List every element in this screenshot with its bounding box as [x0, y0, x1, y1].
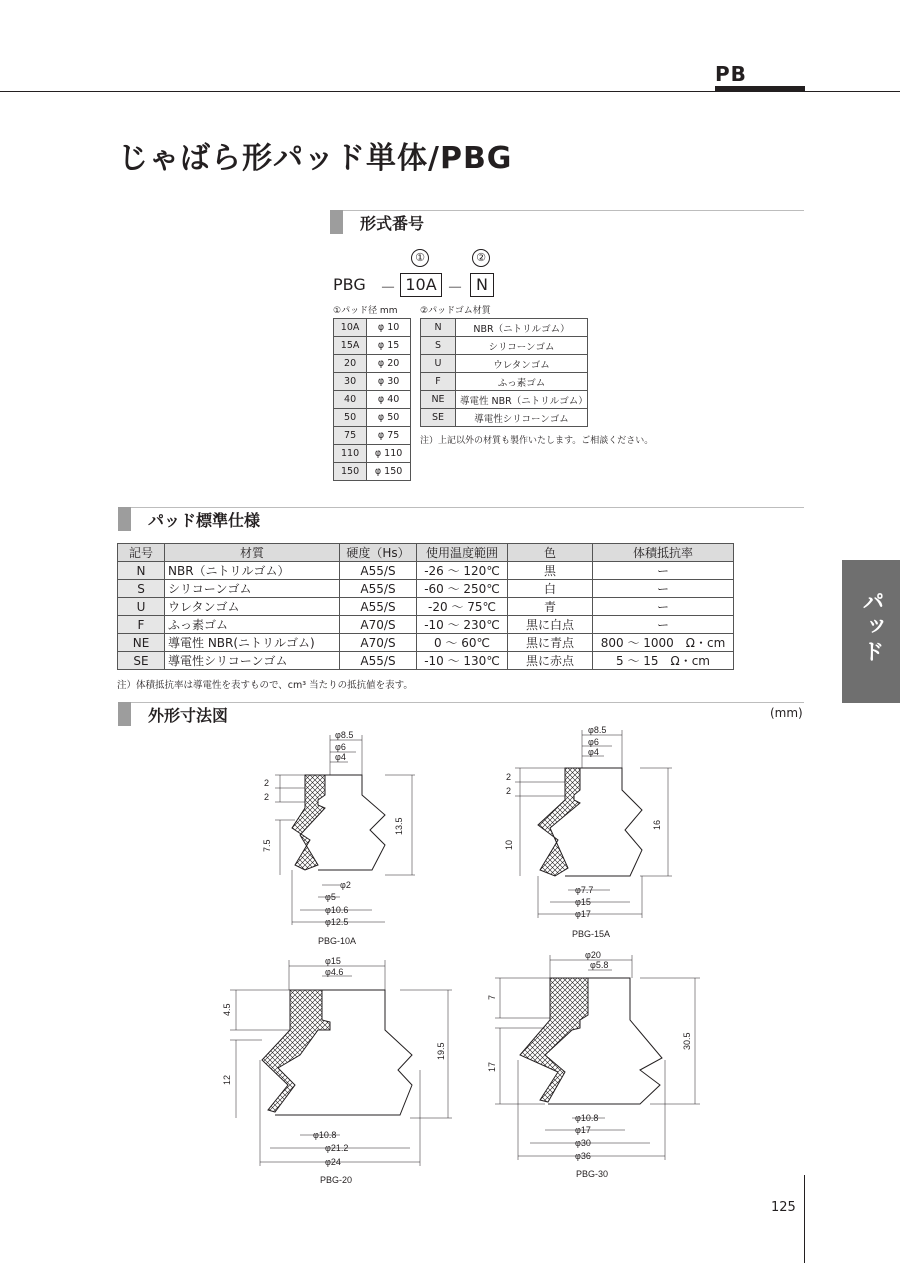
drawing-name: PBG-15A [572, 929, 611, 939]
material-code: SE [421, 409, 456, 427]
table-cell: -20 ～ 75℃ [417, 598, 508, 616]
material-code: S [421, 337, 456, 355]
diameter-value: φ 15 [367, 337, 411, 355]
dim-label: 30.5 [682, 1032, 692, 1050]
table-cell: N [118, 562, 165, 580]
section-label: PB [715, 62, 747, 86]
diameter-value: φ 110 [367, 445, 411, 463]
table-cell: A55/S [340, 562, 417, 580]
diameter-caption: ①パッド径 mm [333, 306, 398, 316]
table-cell: 0 ～ 60℃ [417, 634, 508, 652]
dim-label: φ4 [588, 747, 599, 757]
diameter-value: φ 50 [367, 409, 411, 427]
table-cell: ー [593, 598, 734, 616]
dim-label: φ6 [335, 742, 346, 752]
diameter-value: φ 150 [367, 463, 411, 481]
diameter-value: φ 40 [367, 391, 411, 409]
page-number: 125 [771, 1200, 796, 1215]
dim-label: φ10.8 [575, 1113, 599, 1123]
table-cell: NBR（ニトリルゴム） [165, 562, 340, 580]
model-dash-2: － [447, 278, 464, 297]
drawing-pbg-30 [495, 955, 700, 1160]
circle-number-2: ② [472, 249, 490, 267]
page-title: じゃばら形パッド単体/PBG [118, 141, 513, 176]
diameter-code: 50 [334, 409, 367, 427]
diameter-code: 75 [334, 427, 367, 445]
dim-label: φ10.6 [325, 905, 349, 915]
diameter-value: φ 30 [367, 373, 411, 391]
model-number-heading-text: 形式番号 [360, 214, 425, 233]
dim-label: φ8.5 [588, 725, 607, 735]
dim-label: 7 [487, 994, 497, 1000]
dim-label: 2 [506, 772, 512, 782]
dim-label: φ5.8 [590, 960, 609, 970]
model-box-material: N [470, 273, 494, 297]
pbg-15a-labels [504, 725, 662, 939]
page-number-rule [804, 1175, 805, 1263]
table-cell: S [118, 580, 165, 598]
table-cell: F [118, 616, 165, 634]
table-cell: -60 ～ 250℃ [417, 580, 508, 598]
table-cell: 黒に青点 [508, 634, 593, 652]
diameter-code: 150 [334, 463, 367, 481]
dim-label: φ15 [325, 956, 341, 966]
drawing-heading-text: 外形寸法図 [148, 706, 229, 725]
dim-label: φ15 [575, 897, 591, 907]
side-index-tab[interactable] [842, 560, 900, 703]
table-cell: ー [593, 580, 734, 598]
dim-label: φ4 [335, 752, 346, 762]
dim-label: 16 [652, 819, 662, 830]
table-cell: 5 ～ 15 Ω・cm [593, 652, 734, 670]
table-cell: NE [118, 634, 165, 652]
table-cell: 導電性 NBR(ニトリルゴム) [165, 634, 340, 652]
diameter-code: 30 [334, 373, 367, 391]
table-cell: シリコーンゴム [165, 580, 340, 598]
dim-label: φ24 [325, 1157, 341, 1167]
model-dash-1: － [380, 278, 397, 297]
material-value: ウレタンゴム [456, 355, 588, 373]
column-header: 硬度（Hs） [340, 544, 417, 562]
table-cell: SE [118, 652, 165, 670]
drawing-name: PBG-10A [318, 936, 357, 946]
column-header: 色 [508, 544, 593, 562]
column-header: 体積抵抗率 [593, 544, 734, 562]
spec-note: 注）体積抵抗率は導電性を表すもので、cm³ 当たりの抵抗値を表す。 [117, 680, 413, 691]
diameter-code: 110 [334, 445, 367, 463]
dim-label: φ30 [575, 1138, 591, 1148]
diameter-value: φ 10 [367, 319, 411, 337]
table-cell: A70/S [340, 634, 417, 652]
material-code: U [421, 355, 456, 373]
drawing-pbg-20 [230, 960, 452, 1166]
model-box-diameter: 10A [400, 273, 442, 297]
table-cell: 800 ～ 1000 Ω・cm [593, 634, 734, 652]
column-header: 材質 [165, 544, 340, 562]
material-caption: ②パッドゴム材質 [420, 306, 491, 316]
material-code: NE [421, 391, 456, 409]
material-code: F [421, 373, 456, 391]
pbg-10a-labels [262, 730, 404, 946]
diameter-code: 15A [334, 337, 367, 355]
material-value: 導電性シリコーンゴム [456, 409, 588, 427]
dim-label: φ12.5 [325, 917, 349, 927]
dim-label: φ2 [340, 880, 351, 890]
column-header: 使用温度範囲 [417, 544, 508, 562]
drawing-name: PBG-30 [576, 1169, 609, 1179]
material-value: 導電性 NBR（ニトリルゴム） [456, 391, 588, 409]
table-cell: 黒に赤点 [508, 652, 593, 670]
column-header: 記号 [118, 544, 165, 562]
table-cell: ー [593, 562, 734, 580]
table-cell: 青 [508, 598, 593, 616]
dim-label: φ10.8 [313, 1130, 337, 1140]
unit-label: (mm) [770, 706, 803, 720]
diameter-value: φ 75 [367, 427, 411, 445]
dim-label: 13.5 [394, 817, 404, 835]
dim-label: φ7.7 [575, 885, 594, 895]
dim-label: 12 [222, 1074, 232, 1085]
drawing-pbg-15a [515, 730, 672, 918]
table-cell: U [118, 598, 165, 616]
table-cell: ウレタンゴム [165, 598, 340, 616]
dim-label: φ21.2 [325, 1143, 349, 1153]
spec-heading-text: パッド標準仕様 [148, 511, 261, 530]
dim-label: φ6 [588, 737, 599, 747]
material-note: 注）上記以外の材質も製作いたします。ご相談ください。 [420, 436, 654, 446]
dim-label: φ17 [575, 1125, 591, 1135]
dim-label: φ20 [585, 950, 601, 960]
table-cell: A55/S [340, 652, 417, 670]
dim-label: φ8.5 [335, 730, 354, 740]
table-cell: 黒 [508, 562, 593, 580]
side-tab-label: パッド [859, 590, 884, 665]
table-cell: -10 ～ 230℃ [417, 616, 508, 634]
table-cell: A55/S [340, 580, 417, 598]
material-code: N [421, 319, 456, 337]
diameter-code: 10A [334, 319, 367, 337]
material-value: ふっ素ゴム [456, 373, 588, 391]
circle-number-1: ① [411, 249, 429, 267]
drawing-name: PBG-20 [320, 1175, 353, 1185]
table-cell: -10 ～ 130℃ [417, 652, 508, 670]
diameter-value: φ 20 [367, 355, 411, 373]
material-value: シリコーンゴム [456, 337, 588, 355]
dim-label: 2 [506, 786, 512, 796]
diameter-code: 20 [334, 355, 367, 373]
dim-label: 10 [504, 839, 514, 850]
dim-label: 7.5 [262, 839, 272, 852]
dim-label: 19.5 [436, 1042, 446, 1060]
dim-label: 17 [487, 1061, 497, 1072]
dim-label: φ4.6 [325, 967, 344, 977]
table-cell: -26 ～ 120℃ [417, 562, 508, 580]
dim-label: φ17 [575, 909, 591, 919]
dim-label: 4.5 [222, 1003, 232, 1016]
table-cell: ー [593, 616, 734, 634]
table-cell: A55/S [340, 598, 417, 616]
table-cell: 導電性シリコーンゴム [165, 652, 340, 670]
table-cell: 白 [508, 580, 593, 598]
material-value: NBR（ニトリルゴム） [456, 319, 588, 337]
table-cell: 黒に白点 [508, 616, 593, 634]
dim-label: 2 [264, 792, 270, 802]
model-prefix: PBG [333, 275, 366, 294]
diameter-code: 40 [334, 391, 367, 409]
table-cell: ふっ素ゴム [165, 616, 340, 634]
table-cell: A70/S [340, 616, 417, 634]
dim-label: 2 [264, 778, 270, 788]
dim-label: φ36 [575, 1151, 591, 1161]
dim-label: φ5 [325, 892, 336, 902]
